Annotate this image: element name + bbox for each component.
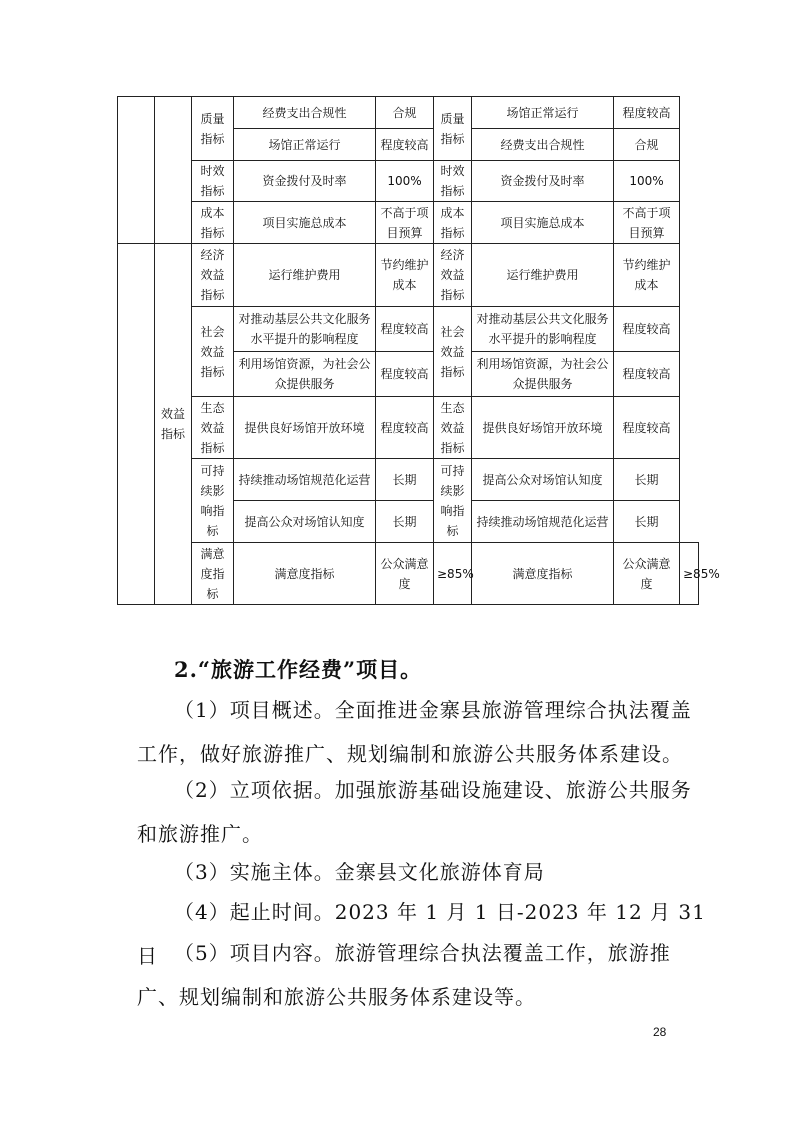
value-cell: 程度较高 (376, 397, 434, 459)
indicator-cell: 经费支出合规性 (234, 97, 376, 129)
value-cell: 程度较高 (614, 307, 680, 352)
indicator-cell: 公众满意度 (376, 543, 434, 605)
blank-cell (155, 97, 192, 244)
value-cell: 节约维护成本 (614, 244, 680, 307)
satisfy-label: 满意度指标 (234, 543, 376, 605)
performance-indicator-table (117, 96, 720, 605)
time-label: 时效指标 (192, 161, 234, 202)
paragraph-period: （4）起止时间。2023 年 1 月 1 日-2023 年 12 月 31 日 (137, 900, 706, 968)
page-number: 28 (653, 1025, 667, 1039)
indicator-cell: 资金拨付及时率 (234, 161, 376, 202)
indicator-cell: 对推动基层公共文化服务水平提升的影响程度 (234, 307, 376, 352)
value-cell: ≥85% (680, 543, 699, 605)
indicator-cell: 公众满意度 (614, 543, 680, 605)
indicator-cell: 持续推动场馆规范化运营 (472, 501, 614, 543)
indicator-cell: 持续推动场馆规范化运营 (234, 459, 376, 501)
social-label-right: 社会效益指标 (434, 307, 472, 397)
value-cell: 长期 (614, 459, 680, 501)
indicator-cell: 项目实施总成本 (234, 202, 376, 244)
satisfy-label-right: 满意度指标 (472, 543, 614, 605)
blank-cell (118, 97, 155, 244)
value-cell: 程度较高 (614, 397, 680, 459)
paragraph-basis: （2）立项依据。加强旅游基础设施建设、旅游公共服务和旅游推广。 (137, 778, 692, 846)
quality-label: 质量指标 (192, 97, 234, 161)
value-cell: 不高于项目预算 (376, 202, 434, 244)
value-cell: 100% (376, 161, 434, 202)
indicator-cell: 提供良好场馆开放环境 (234, 397, 376, 459)
value-cell: 节约维护成本 (376, 244, 434, 307)
quality-label-right: 质量指标 (434, 97, 472, 161)
value-cell: 不高于项目预算 (614, 202, 680, 244)
value-cell: 程度较高 (376, 129, 434, 161)
social-label: 社会效益指标 (192, 307, 234, 397)
indicator-cell: 利用场馆资源，为社会公众提供服务 (234, 352, 376, 397)
cost-label: 成本指标 (192, 202, 234, 244)
indicator-cell: 项目实施总成本 (472, 202, 614, 244)
indicator-cell: 经费支出合规性 (472, 129, 614, 161)
value-cell: 长期 (376, 501, 434, 543)
indicator-cell: 运行维护费用 (234, 244, 376, 307)
section-heading: 2.“旅游工作经费”项目。 (174, 657, 423, 682)
eco-label-right: 生态效益指标 (434, 397, 472, 459)
benefit-indicator-label: 效益指标 (155, 244, 192, 605)
eco-label: 生态效益指标 (192, 397, 234, 459)
value-cell: ≥85% (434, 543, 472, 605)
value-cell: 100% (614, 161, 680, 202)
satisfaction-category-label: 满意度指标 (192, 543, 234, 605)
value-cell: 程度较高 (614, 352, 680, 397)
paragraph-subject: （3）实施主体。金寨县文化旅游体育局 (174, 860, 545, 884)
time-label-right: 时效指标 (434, 161, 472, 202)
indicator-cell: 场馆正常运行 (472, 97, 614, 129)
indicator-cell: 提高公众对场馆认知度 (234, 501, 376, 543)
indicator-cell: 资金拨付及时率 (472, 161, 614, 202)
value-cell: 合规 (376, 97, 434, 129)
paragraph-content: （5）项目内容。旅游管理综合执法覆盖工作，旅游推广、规划编制和旅游公共服务体系建设等。 (137, 941, 671, 1009)
sustain-label-right: 可持续影响指标 (434, 459, 472, 543)
value-cell: 合规 (614, 129, 680, 161)
sustain-label: 可持续影响指标 (192, 459, 234, 543)
value-cell: 程度较高 (376, 352, 434, 397)
indicator-cell: 提供良好场馆开放环境 (472, 397, 614, 459)
paragraph-overview: （1）项目概述。全面推进金寨县旅游管理综合执法覆盖工作，做好旅游推广、规划编制和旅游公共服务体系建设。 (137, 698, 692, 766)
indicator-cell: 对推动基层公共文化服务水平提升的影响程度 (472, 307, 614, 352)
value-cell: 长期 (614, 501, 680, 543)
value-cell: 程度较高 (376, 307, 434, 352)
indicator-cell: 场馆正常运行 (234, 129, 376, 161)
indicator-cell: 利用场馆资源，为社会公众提供服务 (472, 352, 614, 397)
indicator-cell: 运行维护费用 (472, 244, 614, 307)
indicator-cell: 提高公众对场馆认知度 (472, 459, 614, 501)
blank-cell (118, 244, 155, 605)
econ-label-right: 经济效益指标 (434, 244, 472, 307)
value-cell: 程度较高 (614, 97, 680, 129)
value-cell: 长期 (376, 459, 434, 501)
econ-label: 经济效益指标 (192, 244, 234, 307)
cost-label-right: 成本指标 (434, 202, 472, 244)
